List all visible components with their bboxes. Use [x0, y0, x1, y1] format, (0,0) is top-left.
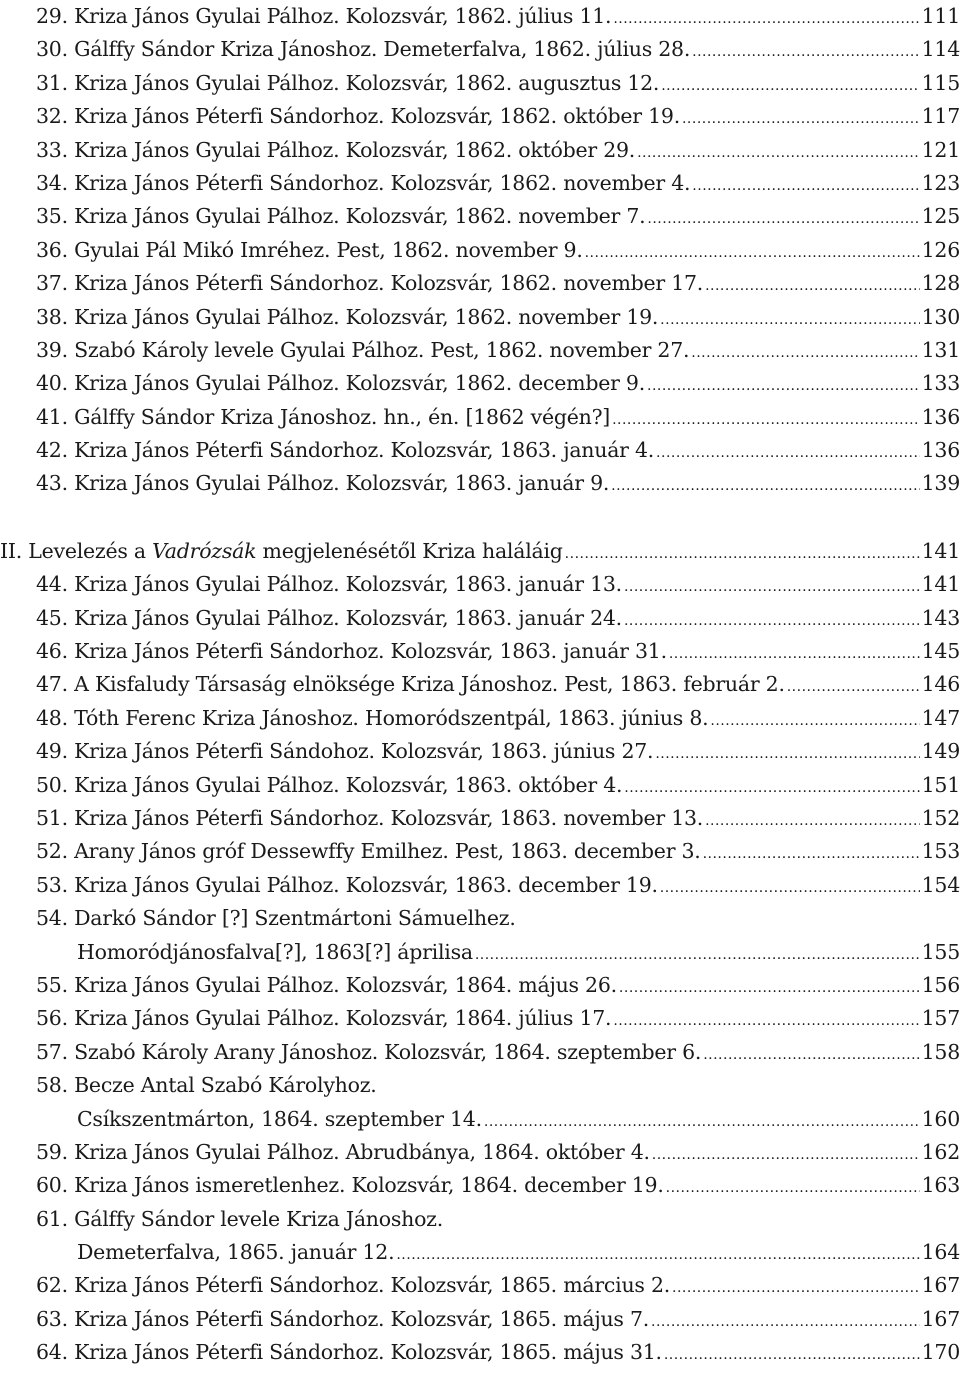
toc-entry: [36, 134, 960, 167]
toc-entry-page: 126: [921, 237, 960, 262]
toc-entry-title: 62. Kriza János Péterfi Sándorhoz. Kolozsvár, 1865. március 2.: [36, 1273, 671, 1298]
toc-list-a: [36, 0, 960, 501]
dot-leader: [661, 70, 919, 103]
toc-entry-line1: [36, 1203, 960, 1236]
toc-entry: [36, 1169, 960, 1202]
dot-leader: [682, 103, 920, 136]
dot-leader: [660, 872, 920, 905]
toc-section-heading: [0, 535, 960, 568]
dot-leader: [691, 337, 919, 370]
toc-entry-title: 41. Gálffy Sándor Kriza Jánoshoz. hn., én. [1862 végén?]: [36, 404, 611, 429]
toc-entry: [36, 234, 960, 267]
dot-leader: [664, 1339, 920, 1372]
toc-entry-page: 167: [921, 1273, 960, 1298]
dot-leader: [710, 705, 919, 738]
toc-entry-title: 64. Kriza János Péterfi Sándorhoz. Kolozsvár, 1865. május 31.: [36, 1340, 662, 1365]
toc-entry-page: 133: [921, 371, 960, 396]
toc-entry: [36, 200, 960, 233]
toc-entry-title: 39. Szabó Károly levele Gyulai Pálhoz. Pest, 1862. november 27.: [36, 337, 690, 362]
toc-entry-title: 40. Kriza János Gyulai Pálhoz. Kolozsvár, 1862. december 9.: [36, 371, 645, 396]
toc-entry-page: 151: [921, 772, 960, 797]
dot-leader: [660, 304, 919, 337]
dot-leader: [666, 1172, 920, 1205]
toc-entry-page: 121: [921, 137, 960, 162]
toc-entry-title: 35. Kriza János Gyulai Pálhoz. Kolozsvár, 1862. november 7.: [36, 204, 646, 229]
section-number: II.: [0, 538, 22, 563]
toc-entry-title: 57. Szabó Károly Arany Jánoshoz. Kolozsvár, 1864. szeptember 6.: [36, 1039, 702, 1064]
toc-entry-page: 130: [921, 304, 960, 329]
toc-entry-title: 52. Arany János gróf Dessewffy Emilhez. Pest, 1863. december 3.: [36, 839, 701, 864]
toc-entry-page: 128: [921, 271, 960, 296]
toc-entry-title: 50. Kriza János Gyulai Pálhoz. Kolozsvár, 1863. október 4.: [36, 772, 623, 797]
toc-entry: [36, 367, 960, 400]
section-title-suffix: megjelenésétől Kriza haláláig: [262, 538, 563, 563]
toc-entry: [36, 1303, 960, 1336]
toc-entry-page: 145: [921, 639, 960, 664]
toc-entry-title-continued: Homoródjánosfalva[?], 1863[?] áprilisa: [77, 939, 473, 964]
toc-entry: [36, 635, 960, 668]
toc-entry-line1: [36, 1069, 960, 1102]
dot-leader: [703, 1039, 919, 1072]
toc-entry-title: 43. Kriza János Gyulai Pálhoz. Kolozsvár, 1863. január 9.: [36, 471, 610, 496]
toc-entry-page: 143: [921, 605, 960, 630]
toc-entry: [36, 1136, 960, 1169]
toc-entry: [36, 835, 960, 868]
toc-entry: [36, 1336, 960, 1369]
toc-entry: [36, 401, 960, 434]
toc-entry-title: 34. Kriza János Péterfi Sándorhoz. Kolozsvár, 1862. november 4.: [36, 170, 691, 195]
toc-entry: [36, 769, 960, 802]
toc-entry-page: 154: [921, 872, 960, 897]
toc-entry-page: 123: [921, 170, 960, 195]
toc-entry-title: 61. Gálffy Sándor levele Kriza Jánoshoz.: [36, 1206, 443, 1231]
toc-entry-page: 163: [921, 1173, 960, 1198]
toc-entry: [36, 568, 960, 601]
dot-leader: [705, 270, 920, 303]
toc-entry-title: 48. Tóth Ferenc Kriza Jánoshoz. Homoródszentpál, 1863. június 8.: [36, 705, 709, 730]
dot-leader: [637, 137, 920, 170]
toc-entry-page: 111: [921, 4, 960, 28]
toc-entry-page: 155: [921, 939, 960, 964]
toc-entry-title: 46. Kriza János Péterfi Sándorhoz. Kolozsvár, 1863. január 31.: [36, 639, 667, 664]
toc-entry-title: 44. Kriza János Gyulai Pálhoz. Kolozsvár, 1863. január 13.: [36, 572, 622, 597]
dot-leader: [613, 1005, 919, 1038]
toc-list-c: [36, 969, 960, 1069]
dot-leader: [647, 203, 919, 236]
toc-entry-title: 55. Kriza János Gyulai Pálhoz. Kolozsvár, 1864. május 26.: [36, 972, 617, 997]
toc-entry-page: 146: [921, 672, 960, 697]
toc-entry-title: 30. Gálffy Sándor Kriza Jánoshoz. Demeterfalva, 1862. július 28.: [36, 37, 691, 62]
dot-leader: [624, 605, 920, 638]
toc-entry: [36, 67, 960, 100]
dot-leader: [692, 36, 919, 69]
toc-entry-title: 42. Kriza János Péterfi Sándorhoz. Kolozsvár, 1863. január 4.: [36, 438, 655, 463]
toc-entry-page: 160: [921, 1106, 960, 1131]
dot-leader: [565, 538, 920, 571]
toc-entry-page: 149: [921, 739, 960, 764]
toc-entry: [36, 668, 960, 701]
toc-entry-title: 33. Kriza János Gyulai Pálhoz. Kolozsvár, 1862. október 29.: [36, 137, 636, 162]
dot-leader: [484, 1106, 920, 1139]
toc-entry-page: 136: [921, 404, 960, 429]
dot-leader: [647, 370, 920, 403]
dot-leader: [475, 939, 920, 972]
toc-entry: [36, 267, 960, 300]
dot-leader: [672, 1272, 920, 1305]
dot-leader: [692, 170, 919, 203]
toc-entry-page: 170: [921, 1340, 960, 1365]
toc-entry-title: 56. Kriza János Gyulai Pálhoz. Kolozsvár, 1864. július 17.: [36, 1006, 612, 1031]
dot-leader: [703, 838, 920, 871]
toc-entry: [36, 301, 960, 334]
toc-entry: [36, 100, 960, 133]
dot-leader: [612, 404, 920, 437]
toc-entry-page: 115: [921, 70, 960, 95]
toc-entry-page: 136: [921, 438, 960, 463]
section-title-prefix: Levelezés a: [28, 538, 146, 563]
toc-entry: [36, 969, 960, 1002]
toc-entry-title: 54. Darkó Sándor [?] Szentmártoni Sámuelhez.: [36, 906, 516, 931]
toc-entry-title: 45. Kriza János Gyulai Pálhoz. Kolozsvár, 1863. január 24.: [36, 605, 622, 630]
section-spacer: [36, 501, 960, 535]
toc-entry-title: 47. A Kisfaludy Társaság elnöksége Kriza Jánoshoz. Pest, 1863. február 2.: [36, 672, 785, 697]
toc-entry-title: 58. Becze Antal Szabó Károlyhoz.: [36, 1073, 377, 1098]
toc-entry: [36, 434, 960, 467]
toc-entry-page: 125: [921, 204, 960, 229]
toc-entry: [36, 735, 960, 768]
dot-leader: [656, 437, 920, 470]
section-page: 141: [921, 538, 960, 563]
toc-entry: [36, 33, 960, 66]
toc-entry: [36, 467, 960, 500]
toc-entry-title-continued: Demeterfalva, 1865. január 12.: [77, 1240, 395, 1265]
dot-leader: [611, 470, 919, 503]
toc-entry-line2: [36, 936, 960, 969]
toc-entry: [36, 802, 960, 835]
toc-entry-page: 164: [921, 1240, 960, 1265]
toc-entry-page: 147: [921, 705, 960, 730]
toc-entry-line1: [36, 902, 960, 935]
toc-entry: [36, 1002, 960, 1035]
toc-entry-page: 153: [921, 839, 960, 864]
toc-list-d: [36, 1136, 960, 1203]
dot-leader: [619, 972, 920, 1005]
toc-entry-line2: [36, 1103, 960, 1136]
toc-entry-page: 141: [921, 572, 960, 597]
toc-entry-title: 59. Kriza János Gyulai Pálhoz. Abrudbánya, 1864. október 4.: [36, 1139, 650, 1164]
toc-entry-title: 60. Kriza János ismeretlenhez. Kolozsvár, 1864. december 19.: [36, 1173, 664, 1198]
toc-entry-page: 152: [921, 805, 960, 830]
toc-entry-title: 32. Kriza János Péterfi Sándorhoz. Kolozsvár, 1862. október 19.: [36, 104, 680, 129]
section-title: [0, 535, 563, 568]
toc-entry-page: 158: [921, 1039, 960, 1064]
dot-leader: [396, 1239, 919, 1272]
section-title-italic: Vadrózsák: [152, 538, 257, 563]
dot-leader: [624, 772, 919, 805]
toc-entry-title: 38. Kriza János Gyulai Pálhoz. Kolozsvár, 1862. november 19.: [36, 304, 659, 329]
dot-leader: [651, 1306, 920, 1339]
dot-leader: [585, 237, 920, 270]
toc-entry-title: 36. Gyulai Pál Mikó Imréhez. Pest, 1862. november 9.: [36, 237, 583, 262]
toc-list-e: [36, 1269, 960, 1369]
toc-entry-title: 49. Kriza János Péterfi Sándohoz. Kolozsvár, 1863. június 27.: [36, 739, 654, 764]
toc-entry-title: 53. Kriza János Gyulai Pálhoz. Kolozsvár, 1863. december 19.: [36, 872, 658, 897]
toc-entry-title: 51. Kriza János Péterfi Sándorhoz. Kolozsvár, 1863. november 13.: [36, 805, 704, 830]
toc-entry-title-continued: Csíkszentmárton, 1864. szeptember 14.: [77, 1106, 482, 1131]
toc-entry-page: 117: [921, 104, 960, 129]
toc-entry: [36, 0, 960, 33]
dot-leader: [624, 571, 920, 604]
toc-entry: [36, 1269, 960, 1302]
toc-entry-page: 139: [921, 471, 960, 496]
toc-entry-title: 63. Kriza János Péterfi Sándorhoz. Kolozsvár, 1865. május 7.: [36, 1306, 650, 1331]
toc-entry-page: 156: [921, 972, 960, 997]
toc-entry-line2: [36, 1236, 960, 1269]
toc-entry-page: 162: [921, 1139, 960, 1164]
toc-entry-page: 114: [921, 37, 960, 62]
toc-entry: [36, 1036, 960, 1069]
toc-entry: [36, 702, 960, 735]
dot-leader: [613, 3, 919, 36]
toc-entry: [36, 167, 960, 200]
toc-entry-page: 157: [921, 1006, 960, 1031]
dot-leader: [705, 805, 920, 838]
dot-leader: [669, 638, 920, 671]
dot-leader: [655, 738, 919, 771]
toc-list-b: [36, 568, 960, 902]
toc-entry-title: 29. Kriza János Gyulai Pálhoz. Kolozsvár, 1862. július 11.: [36, 4, 612, 28]
toc-entry: [36, 869, 960, 902]
toc-entry-title: 31. Kriza János Gyulai Pálhoz. Kolozsvár, 1862. augusztus 12.: [36, 70, 660, 95]
dot-leader: [652, 1139, 920, 1172]
toc-entry-title: 37. Kriza János Péterfi Sándorhoz. Kolozsvár, 1862. november 17.: [36, 271, 704, 296]
toc-entry: [36, 602, 960, 635]
toc-entry: [36, 334, 960, 367]
toc-entry-page: 131: [921, 337, 960, 362]
dot-leader: [787, 671, 920, 704]
toc-entry-page: 167: [921, 1306, 960, 1331]
